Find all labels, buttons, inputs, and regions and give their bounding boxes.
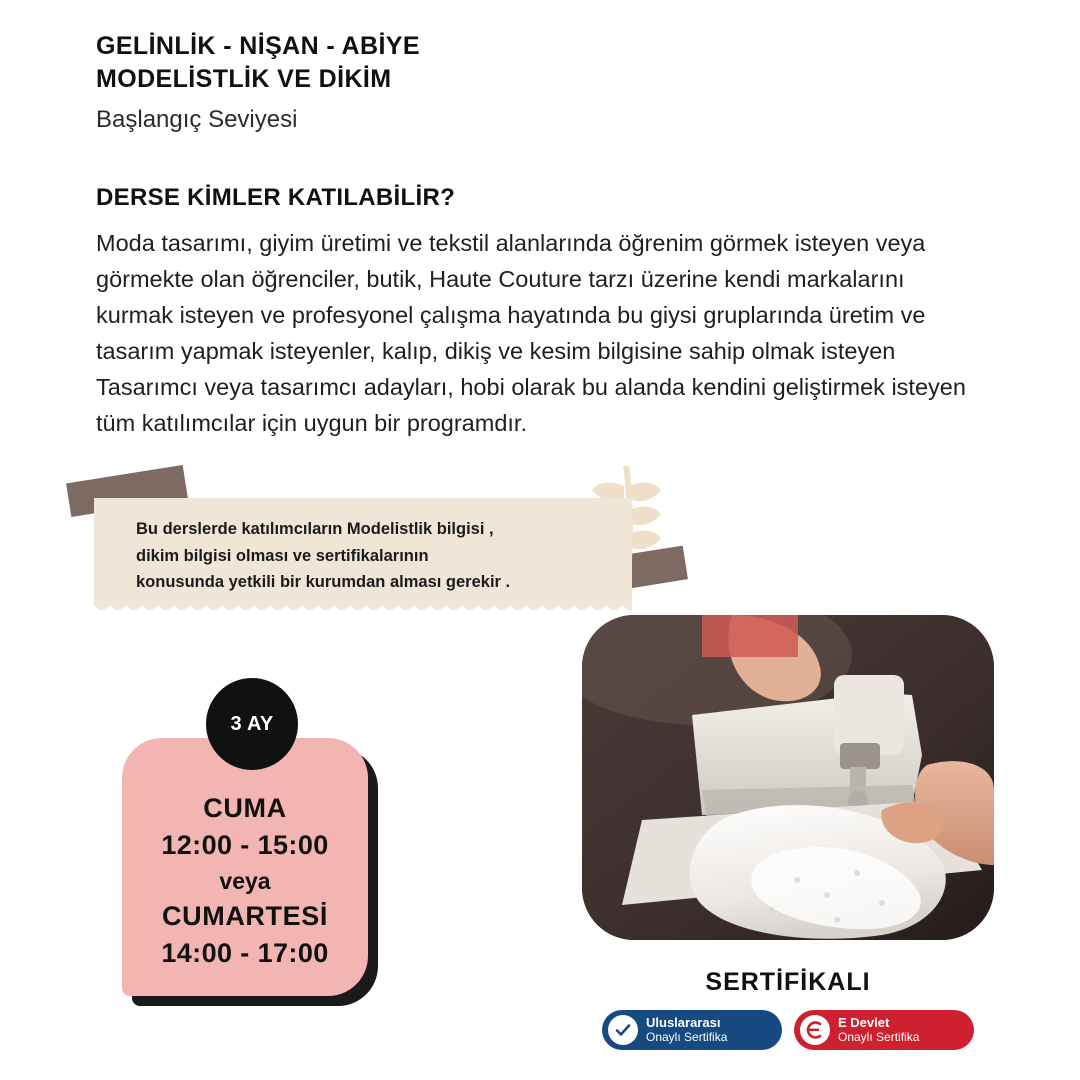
certificate-badge-edevlet <box>794 1010 974 1050</box>
edevlet-icon <box>800 1015 830 1045</box>
check-icon <box>608 1015 638 1045</box>
certificate-badge-international <box>602 1010 782 1050</box>
requirements-note <box>66 468 686 643</box>
note-card <box>94 498 632 606</box>
section-heading: DERSE KİMLER KATILABİLİR? <box>96 184 456 211</box>
note-line-2: dikim bilgisi olması ve sertifikalarının <box>136 546 429 565</box>
schedule-time-1: 12:00 - 15:00 <box>161 830 329 861</box>
schedule-connector: veya <box>219 867 271 894</box>
schedule-day-1: CUMA <box>203 793 287 824</box>
certificate-title: SERTİFİKALI <box>705 968 871 996</box>
poster-header <box>96 30 976 135</box>
certificate-sub-1: Onaylı Sertifika <box>646 1029 728 1044</box>
certificate-label-1: Uluslararası <box>646 1015 721 1030</box>
schedule-card <box>122 738 368 996</box>
note-line-3: konusunda yetkili bir kurumdan alması gerekir . <box>136 573 511 592</box>
course-level: Başlangıç Seviyesi <box>96 106 298 133</box>
course-title-line-1: GELİNLİK - NİŞAN - ABİYE <box>96 32 420 60</box>
note-line-1: Bu derslerde katılımcıların Modelistlik bilgisi , <box>136 520 494 538</box>
audience-section <box>96 184 976 442</box>
section-body: Moda tasarımı, giyim üretimi ve tekstil alanlarında öğrenim görmek isteyen veya görmekte olan öğrenciler, butik, Haute Couture tarzı üzerine kendi markalarını kurmak isteyen ve profesyonel çalışma hayatında bu giysi gruplarında üretim ve tasarım yapmak isteyenler, kalıp, dikiş ve kesim bilgisine sahip olmak isteyen Tasarımcı veya tasarımcı adayları, hobi olarak bu alanda kendini geliştirmek isteyen tüm katılımcılar için uygun bir programdır. <box>96 230 966 436</box>
sewing-photo <box>582 615 994 940</box>
duration-badge: 3 AY <box>206 678 298 770</box>
certificate-label-2: E Devlet <box>838 1015 890 1030</box>
schedule-time-2: 14:00 - 17:00 <box>161 937 329 968</box>
certificate-sub-2: Onaylı Sertifika <box>838 1029 920 1044</box>
schedule-day-2: CUMARTESİ <box>162 901 328 932</box>
certificate-badges <box>582 1010 994 1050</box>
course-title-line-2: MODELİSTLİK VE DİKİM <box>96 65 392 93</box>
